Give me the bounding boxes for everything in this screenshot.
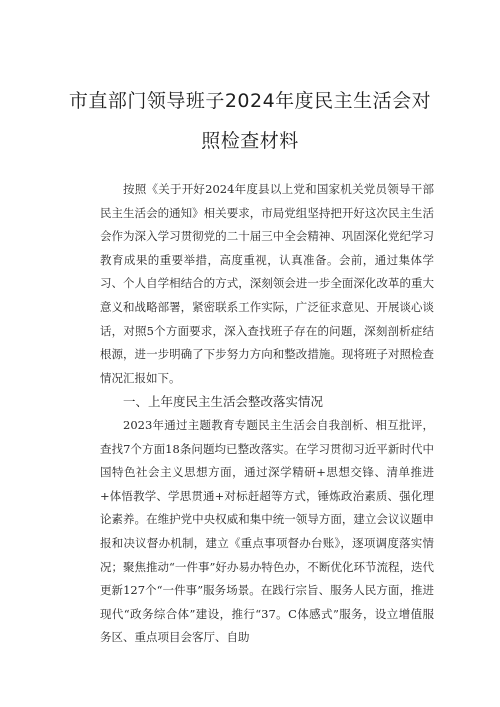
intro-paragraph: 按照《关于开好2024年度县以上党和国家机关党员领导干部民主生活会的通知》相关要求，市局党组坚持把开好这次民主生活会作为深入学习贯彻党的二十届三中全会精神、巩固深化党纪学习教育成果的重要举措，高度重视，认真准备。会前，通过集体学习、个人自学相结合的方式，深刻领会进一步全面深化改革的重大意义和战略部署，紧密联系工作实际，广泛征求意见、开展谈心谈话，对照5个方面要求，深入查找班子存在的问题，深刻剖析症结根源，进一步明确了下步努力方向和整改措施。现将班子对照检查情况汇报如下。 [100,182,434,385]
document-title-line-2: 照检查材料 [201,130,299,152]
section-heading-1: 一、上年度民主生活会整改落实情况 [123,394,324,410]
section-1-paragraph: 2023年通过主题教育专题民主生活会自我剖析、相互批评，查找7个方面18条问题均已整改落实。在学习贯彻习近平新时代中国特色社会主义思想方面，通过深学精研+思想交锋、清单推进+体悟教学、学思贯通+对标赶超等方式，锤炼政治素质、强化理论素养。在维护党中央权威和集中统一领导方面，建立会议议题申报和决议督办机制，建立《重点事项督办台账》，逐项调度落实情况；聚焦推动“一件事”好办易办特色办，不断优化环节流程，迭代更新127个“一件事”服务场景。在践行宗旨、服务人民方面，推进现代“政务综合体”建设，推行“37。C体感式”服务，设立增值服务区、重点项目会客厅、自助 [100,417,434,645]
document-title-line-1: 市直部门领导班子2024年度民主生活会对 [68,90,432,112]
document-body [100,178,434,650]
